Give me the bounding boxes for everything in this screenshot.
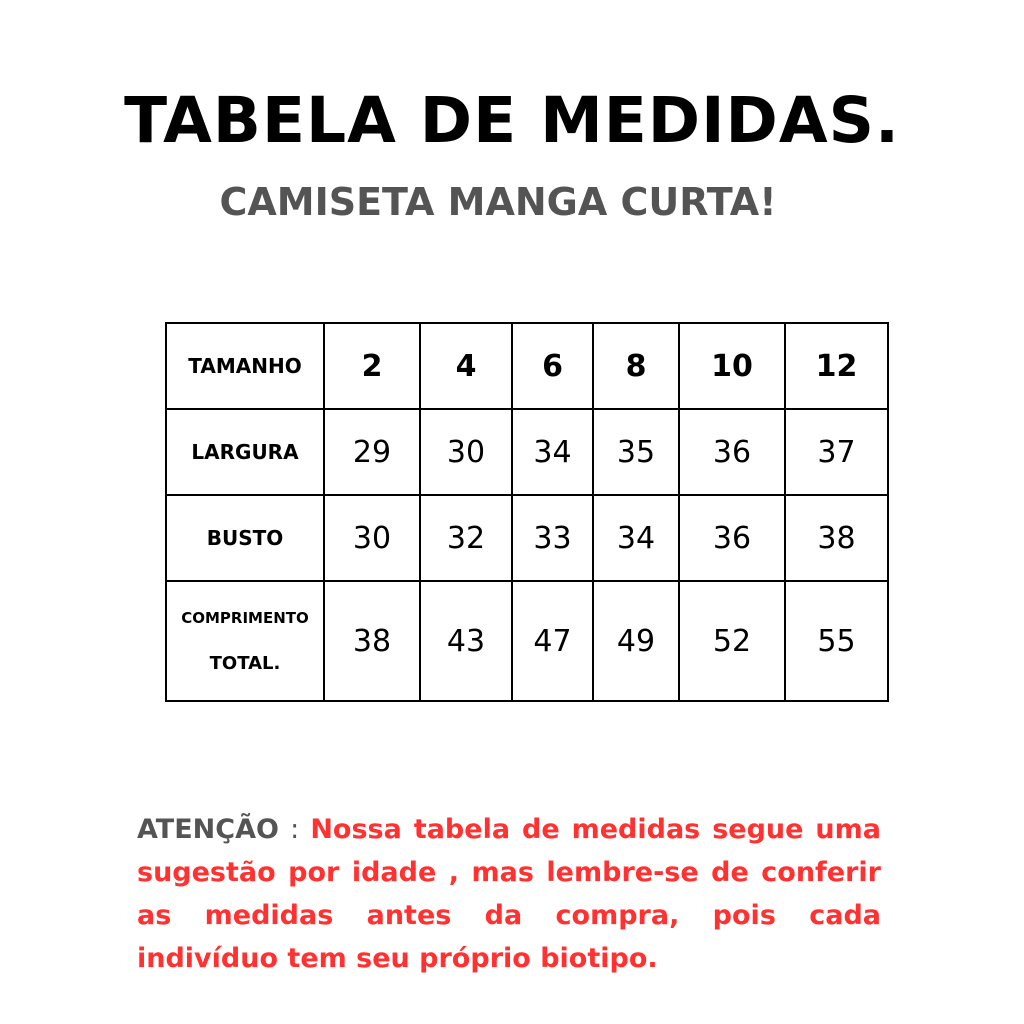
value-cell: 52 [679, 581, 785, 701]
row-label-line: COMPRIMENTO [181, 609, 309, 627]
value-cell: 55 [785, 581, 888, 701]
value-cell: 30 [420, 409, 512, 495]
value-cell: 43 [420, 581, 512, 701]
header-label-cell: TAMANHO [166, 323, 324, 409]
size-cell: 12 [785, 323, 888, 409]
attention-separator: : [278, 814, 311, 845]
attention-label: ATENÇÃO [137, 814, 279, 845]
table-row [166, 495, 888, 581]
attention-notice [137, 808, 881, 980]
value-cell: 29 [324, 409, 420, 495]
value-cell: 49 [593, 581, 679, 701]
page-subtitle: CAMISETA MANGA CURTA! [219, 180, 777, 224]
table-header-row [166, 323, 888, 409]
table-row [166, 409, 888, 495]
size-cell: 6 [512, 323, 593, 409]
value-cell: 47 [512, 581, 593, 701]
value-cell: 38 [324, 581, 420, 701]
value-cell: 35 [593, 409, 679, 495]
size-cell: 10 [679, 323, 785, 409]
row-label-cell: LARGURA [166, 409, 324, 495]
value-cell: 37 [785, 409, 888, 495]
value-cell: 34 [593, 495, 679, 581]
size-table [165, 322, 889, 702]
value-cell: 30 [324, 495, 420, 581]
row-label-line: TOTAL. [209, 653, 281, 674]
value-cell: 33 [512, 495, 593, 581]
page-title: TABELA DE MEDIDAS. [124, 84, 900, 157]
value-cell: 34 [512, 409, 593, 495]
row-label-cell: BUSTO [166, 495, 324, 581]
value-cell: 36 [679, 409, 785, 495]
value-cell: 32 [420, 495, 512, 581]
row-label-cell [166, 581, 324, 701]
table-row [166, 581, 888, 701]
value-cell: 38 [785, 495, 888, 581]
size-cell: 2 [324, 323, 420, 409]
value-cell: 36 [679, 495, 785, 581]
attention-text: Nossa tabela de medidas segue uma sugestão por idade , mas lembre-se de conferir as medidas antes da compra, pois cada indivíduo tem seu próprio biotipo. [137, 814, 882, 974]
size-cell: 4 [420, 323, 512, 409]
size-cell: 8 [593, 323, 679, 409]
